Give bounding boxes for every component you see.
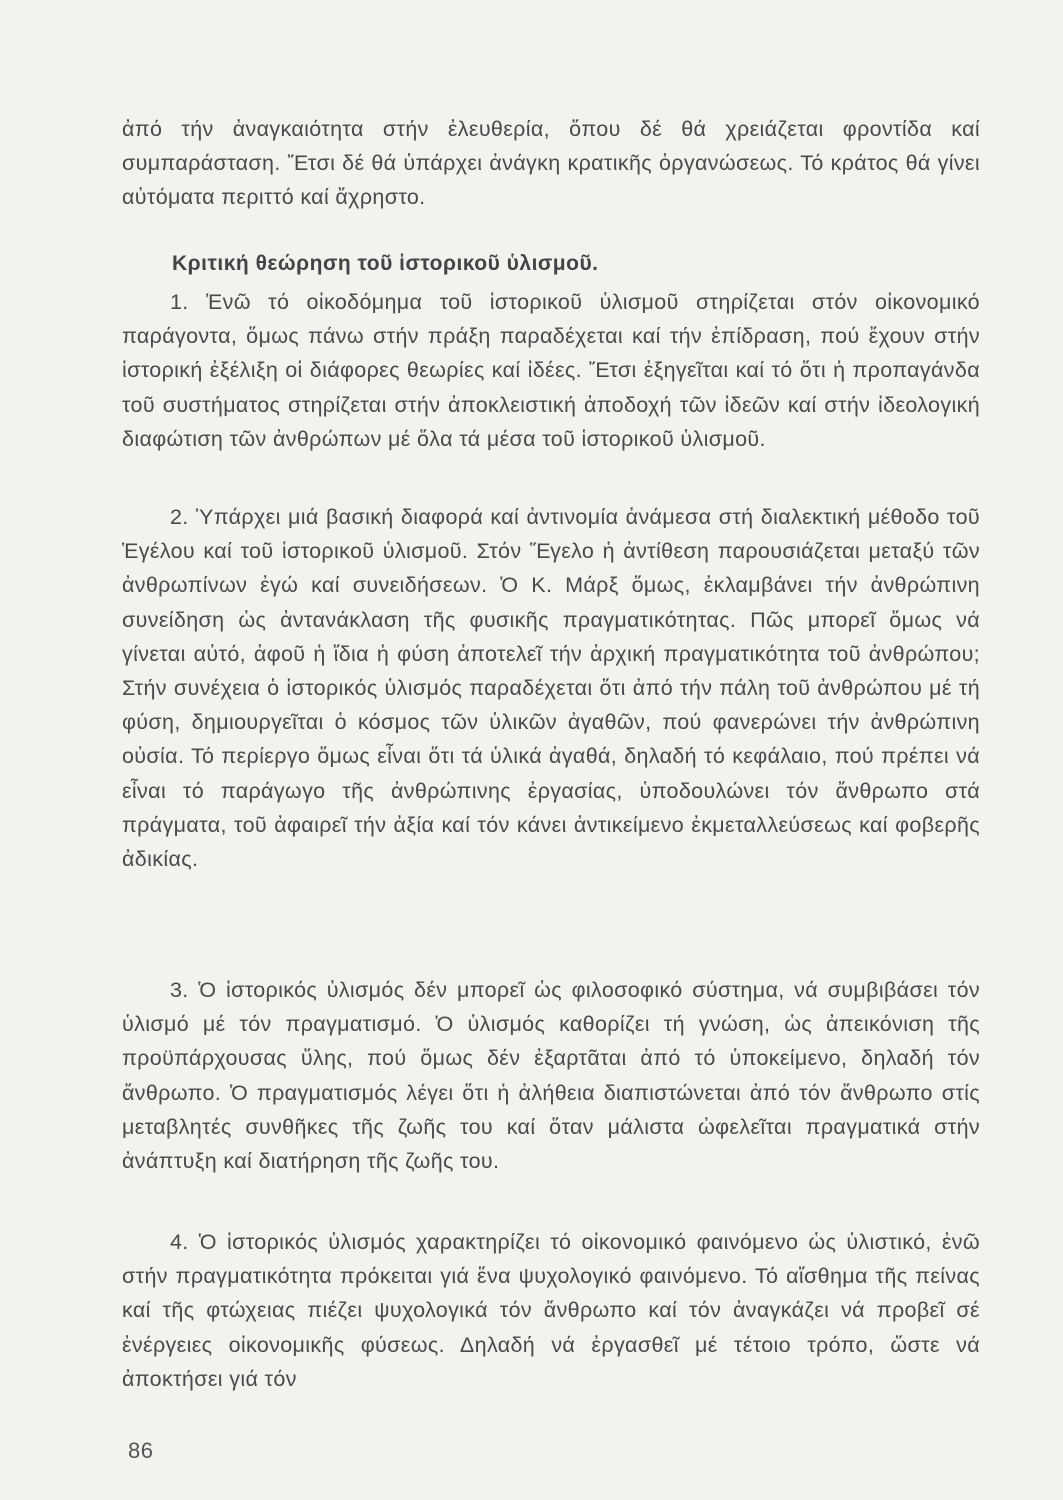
intro-paragraph-block <box>122 112 980 215</box>
paragraph-1: 1. Ἐνῶ τό οἰκοδόμημα τοῦ ἱστορικοῦ ὑλισμοῦ στηρίζεται στόν οἰκονομικό παράγοντα, ὅμως πάνω στήν πράξη παραδέχεται καί τήν ἐπίδραση, πού ἔχουν στήν ἱστορική ἐξέλιξη οἱ διάφορες θεωρίες καί ἰδέες. Ἔτσι ἐξηγεῖται καί τό ὅτι ἡ προπαγάνδα τοῦ συστήματος στηρίζεται στήν ἀποκλειστική ἀποδοχή τῶν ἰδεῶν καί στήν ἰδεολογική διαφώτιση τῶν ἀνθρώπων μέ ὅλα τά μέσα τοῦ ἱστορικοῦ ὑλισμοῦ. <box>122 290 980 451</box>
paragraph-2-block <box>122 500 980 876</box>
intro-paragraph: ἀπό τήν ἀναγκαιότητα στήν ἐλευθερία, ὅπου δέ θά χρειάζεται φροντίδα καί συμπαράσταση. Ἔτσι δέ θά ὑπάρχει ἀνάγκη κρατικῆς ὀργανώσεως. Τό κράτος θά γίνει αὐτόματα περιττό καί ἄχρηστο. <box>122 117 980 210</box>
paragraph-4: 4. Ὁ ἱστορικός ὑλισμός χαρακτηρίζει τό οἰκονομικό φαινόμενο ὡς ὑλιστικό, ἐνῶ στήν πραγματικότητα πρόκειται γιά ἕνα ψυχολογικό φαινόμενο. Τό αἴσθημα τῆς πείνας καί τῆς φτώχειας πιέζει ψυχολογικά τόν ἄνθρωπο καί τόν ἀναγκάζει νά προβεῖ σέ ἐνέργειες οἰκονομικῆς φύσεως. Δηλαδή νά ἐργασθεῖ μέ τέτοιο τρόπο, ὥστε νά ἀποκτήσει γιά τόν <box>122 1230 980 1391</box>
page-number: 86 <box>128 1438 154 1463</box>
section-heading: Κριτική θεώρηση τοῦ ἱστορικοῦ ὑλισμοῦ. <box>172 252 599 275</box>
paragraph-2: 2. Ὑπάρχει μιά βασική διαφορά καί ἀντινομία ἀνάμεσα στή διαλεκτική μέθοδο τοῦ Ἑγέλου καί τοῦ ἱστορικοῦ ὑλισμοῦ. Στόν Ἕγελο ἡ ἀντίθεση παρουσιάζεται μεταξύ τῶν ἀνθρωπίνων ἐγώ καί συνειδήσεων. Ὁ Κ. Μάρξ ὅμως, ἐκλαμβάνει τήν ἀνθρώπινη συνείδηση ὡς ἀντανάκλαση τῆς φυσικῆς πραγματικότητας. Πῶς μπορεῖ ὅμως νά γίνεται αὐτό, ἀφοῦ ἡ ἴδια ἡ φύση ἀποτελεῖ τήν ἀρχική πραγματικότητα τοῦ ἀνθρώπου; Στήν συνέχεια ὁ ἱστορικός ὑλισμός παραδέχεται ὅτι ἀπό τήν πάλη τοῦ ἀνθρώπου μέ τή φύση, δημιουργεῖται ὁ κόσμος τῶν ὑλικῶν ἀγαθῶν, πού φανερώνει τήν ἀνθρώπινη οὐσία. Τό περίεργο ὅμως εἶναι ὅτι τά ὑλικά ἀγαθά, δηλαδή τό κεφάλαιο, πού πρέπει νά εἶναι τό παράγωγο τῆς ἀνθρώπινης ἐργασίας, ὑποδουλώνει τόν ἄνθρωπο στά πράγματα, τοῦ ἀφαιρεῖ τήν ἀξία καί τόν κάνει ἀντικείμενο ἐκμεταλλεύσεως καί φοβερῆς ἀδικίας. <box>122 505 980 872</box>
paragraph-3: 3. Ὁ ἱστορικός ὑλισμός δέν μπορεῖ ὡς φιλοσοφικό σύστημα, νά συμβιβάσει τόν ὑλισμό μέ τόν πραγματισμό. Ὁ ὑλισμός καθορίζει τή γνώση, ὡς ἀπεικόνιση τῆς προϋπάρχουσας ὕλης, πού ὅμως δέν ἐξαρτᾶται ἀπό τό ὑποκείμενο, δηλαδή τόν ἄνθρωπο. Ὁ πραγματισμός λέγει ὅτι ἡ ἀλήθεια διαπιστώνεται ἀπό τόν ἄνθρωπο στίς μεταβλητές συνθῆκες τῆς ζωῆς του καί ὅταν μάλιστα ὠφελεῖται πραγματικά στήν ἀνάπτυξη καί διατήρηση τῆς ζωῆς του. <box>122 978 980 1174</box>
paragraph-4-block <box>122 1225 980 1396</box>
paragraph-3-block <box>122 973 980 1178</box>
paragraph-1-block <box>122 285 980 456</box>
